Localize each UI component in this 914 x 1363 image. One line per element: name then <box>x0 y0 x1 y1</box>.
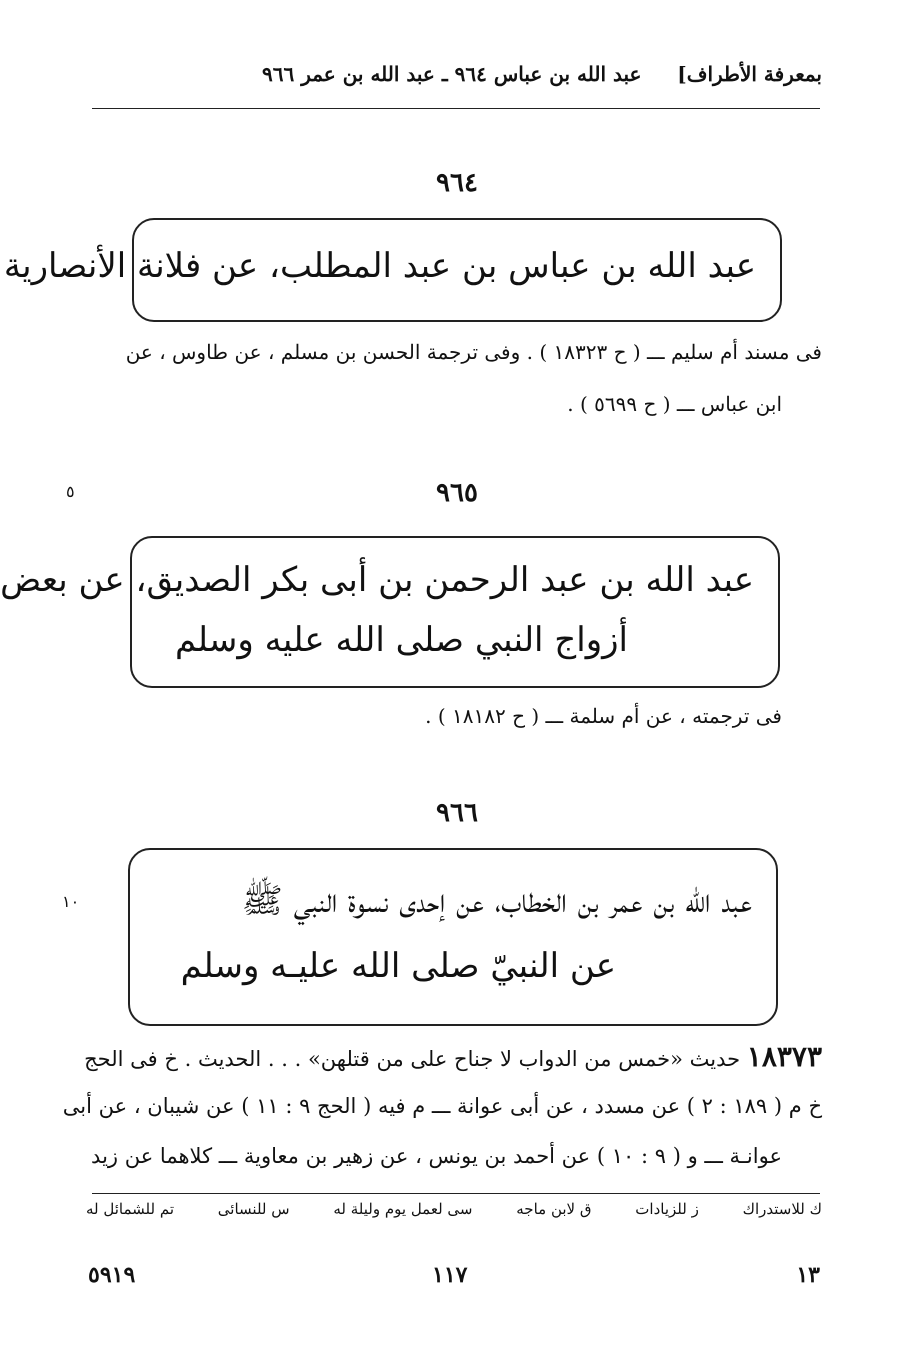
entry-box <box>0 536 780 688</box>
abbreviation-legend <box>86 1200 822 1218</box>
entry-note: فى مسند أم سليم ـــ ( ح ١٨٣٢٣ ) . وفى ترجمة الحسن بن مسلم ، عن طاوس ، عن <box>125 340 822 364</box>
entry-number: ٩٦٥ <box>436 478 478 508</box>
entry-box <box>3 218 782 322</box>
entry-box-line: عبد الله بن عباس بن عبد المطلب، عن فلانة الأنصارية <box>3 246 756 286</box>
legend-item: ق لابن ماجه <box>516 1200 592 1218</box>
entry-note: فى ترجمته ، عن أم سلمة ـــ ( ح ١٨١٨٢ ) . <box>425 704 782 728</box>
footer-sequence-number: ٥٩١٩ <box>88 1262 136 1288</box>
header-running-title: عبد الله بن عباس ٩٦٤ ـ عبد الله بن عمر ٩٦٦ <box>262 62 642 86</box>
hadith-line: خ م ( ١٨٩ : ٢ ) عن مسدد ، عن أبى عوانة ـــ م فيه ( الحج ٩ : ١١ ) عن شيبان ، عن أبى <box>62 1094 822 1118</box>
footer-rule <box>92 1193 820 1194</box>
hadith-text: حديث «خمس من الدواب لا جناح على من قتلهن» . . . الحديث . خ فى الحج <box>84 1047 741 1071</box>
legend-item: تم للشمائل له <box>86 1200 175 1218</box>
legend-item: ز للزيادات <box>635 1200 699 1218</box>
legend-item: سى لعمل يوم وليلة له <box>333 1200 473 1218</box>
entry-box-line: عن النبيّ صلى الله عليـه وسلم <box>180 946 616 986</box>
entry-box-line: عبد الله بن عمر بن الخطاب، عن إحدى نسوة النبي ﷺ <box>241 881 752 921</box>
legend-item: س للنسائى <box>217 1200 290 1218</box>
entry-note: ابن عباس ـــ ( ح ٥٦٩٩ ) . <box>567 392 782 416</box>
entry-number: ٩٦٤ <box>436 168 478 198</box>
entry-box <box>128 848 778 1026</box>
margin-line-number: ٥ <box>66 482 75 501</box>
margin-line-number: ١٠ <box>62 892 80 911</box>
legend-item: ك للاستدراك <box>742 1200 822 1218</box>
hadith-line <box>84 1040 822 1073</box>
header-rule <box>92 108 820 109</box>
entry-number: ٩٦٦ <box>436 798 478 828</box>
entry-box-line: عبد الله بن عبد الرحمن بن أبى بكر الصديق، عن بعض <box>0 560 754 600</box>
hadith-line: عوانـة ـــ و ( ٩ : ١٠ ) عن أحمد بن يونس ، عن زهير بن معاوية ـــ كلاهما عن زيد <box>91 1144 782 1168</box>
footer-page-number: ١١٧ <box>432 1262 468 1288</box>
hadith-number: ١٨٣٧٣ <box>746 1040 822 1073</box>
footer-volume-number: ١٣ <box>796 1262 820 1288</box>
entry-box-line: أزواج النبي صلى الله عليه وسلم <box>175 620 628 660</box>
header-book-title: بمعرفة الأطراف] <box>677 62 822 86</box>
